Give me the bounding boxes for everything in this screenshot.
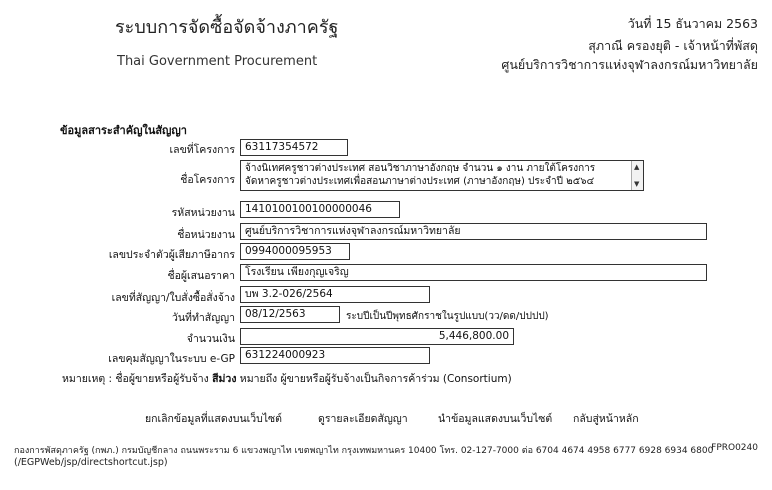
system-title-thai: ระบบการจัดซื้อจัดจ้างภาครัฐ — [115, 17, 339, 38]
user-name-role: สุภาณี ครองยุติ - เจ้าหน้าที่พัสดุ — [588, 38, 758, 53]
project-no-label: เลขที่โครงการ — [169, 144, 235, 156]
project-name-line-1: จ้างนิเทศครูชาวต่างประเทศ สอนวิชาภาษาอังกฤษ จำนวน ๑ งาน ภายใต้โครงการ — [245, 163, 596, 174]
system-title-english: Thai Government Procurement — [117, 54, 318, 69]
contract-date-field[interactable]: 08/12/2563 — [240, 306, 340, 323]
contract-no-field[interactable]: บพ 3.2-026/2564 — [240, 286, 430, 303]
scroll-up-icon[interactable]: ▲ — [634, 163, 640, 171]
current-date: วันที่ 15 ธันวาคม 2563 — [627, 16, 758, 31]
home-link[interactable]: กลับสู่หน้าหลัก — [573, 413, 639, 425]
user-organization: ศูนย์บริการวิชาการแห่งจุฬาลงกรณ์มหาวิทยาลัย — [501, 57, 758, 72]
agency-code-label: รหัสหน่วยงาน — [171, 207, 235, 219]
publish-website-link[interactable]: นำข้อมูลแสดงบนเว็บไซต์ — [438, 413, 553, 425]
project-name-textarea[interactable] — [240, 160, 644, 191]
footer-page-code: FPRO0240 — [711, 443, 758, 453]
contract-date-label: วันที่ทำสัญญา — [171, 312, 235, 324]
project-name-label: ชื่อโครงการ — [180, 174, 235, 186]
agency-name-label: ชื่อหน่วยงาน — [177, 229, 235, 241]
view-contract-details-link[interactable]: ดูรายละเอียดสัญญา — [318, 413, 408, 425]
tax-id-field[interactable]: 0994000095953 — [240, 243, 350, 260]
textarea-scrollbar[interactable] — [631, 161, 643, 190]
contract-no-label: เลขที่สัญญา/ใบสั่งซื้อสั่งจ้าง — [111, 292, 235, 304]
contract-date-hint: ระบปีเป็นปีพุทธศักราชในรูปแบบ(วว/ดด/ปปปป) — [346, 311, 549, 322]
footer-address: กองการพัสดุภาครัฐ (กพภ.) กรมบัญชีกลาง ถนนพระราม 6 แขวงพญาไท เขตพญาไท กรุงเทพมหานคร 10400 โทร. 02-127-7000 ต่อ 6704 4674 4958 6777 6928 6934 6800 — [14, 446, 714, 456]
agency-name-field[interactable]: ศูนย์บริการวิชาการแห่งจุฬาลงกรณ์มหาวิทยาลัย — [240, 223, 707, 240]
footer-path: (/EGPWeb/jsp/directshortcut.jsp) — [14, 457, 168, 468]
project-name-line-2: จัดหาครูชาวต่างประเทศเพื่อสอนภาษาต่างประเทศ (ภาษาอังกฤษ) ประจำปี ๒๕๖๔ — [245, 176, 595, 187]
section-title: ข้อมูลสาระสำคัญในสัญญา — [60, 124, 187, 137]
note-suffix: หมายถึง ผู้ขายหรือผู้รับจ้างเป็นกิจการค้าร่วม (Consortium) — [239, 373, 512, 385]
bidder-label: ชื่อผู้เสนอราคา — [167, 270, 235, 282]
egp-no-field[interactable]: 631224000923 — [240, 347, 430, 364]
amount-field[interactable]: 5,446,800.00 — [240, 328, 514, 345]
note-highlight: สีม่วง — [212, 373, 237, 385]
scroll-down-icon[interactable]: ▼ — [634, 180, 640, 188]
cancel-website-link[interactable]: ยกเลิกข้อมูลที่แสดงบนเว็บไซต์ — [145, 413, 282, 425]
bidder-field[interactable]: โรงเรียน เพียงกุญเจริญ — [240, 264, 707, 281]
project-no-field[interactable]: 63117354572 — [240, 139, 348, 156]
agency-code-field[interactable]: 1410100100100000046 — [240, 201, 400, 218]
note-prefix: หมายเหตุ : ชื่อผู้ขายหรือผู้รับจ้าง — [62, 373, 209, 385]
egp-no-label: เลขคุมสัญญาในระบบ e-GP — [108, 353, 235, 365]
amount-label: จำนวนเงิน — [186, 333, 235, 345]
tax-id-label: เลขประจำตัวผู้เสียภาษีอากร — [108, 249, 235, 261]
consortium-note — [62, 370, 512, 387]
